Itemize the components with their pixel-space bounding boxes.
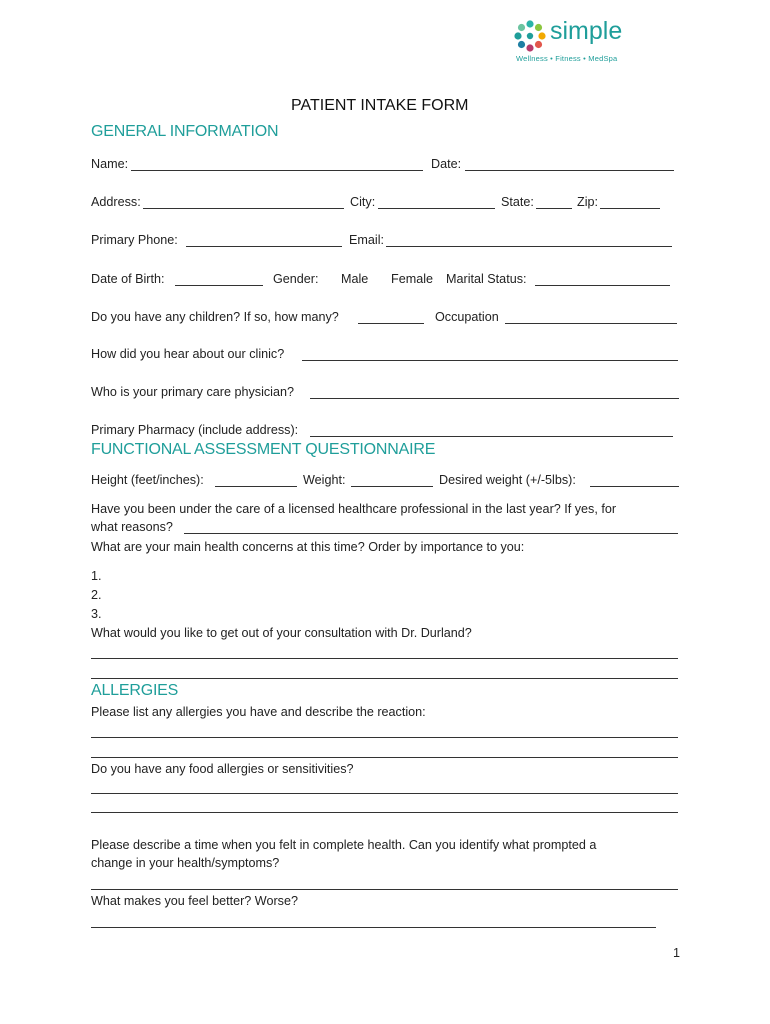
section-functional-assessment: FUNCTIONAL ASSESSMENT QUESTIONNAIRE (91, 441, 436, 458)
pharmacy-field[interactable] (310, 436, 673, 437)
occupation-field[interactable] (505, 323, 677, 324)
desired-weight-field[interactable] (590, 486, 679, 487)
concern-item-2[interactable]: 2. (91, 588, 102, 602)
city-field[interactable] (378, 208, 495, 209)
address-label: Address: (91, 195, 141, 209)
date-field[interactable] (465, 170, 674, 171)
phone-label: Primary Phone: (91, 233, 178, 247)
flower-logo-icon (514, 20, 546, 52)
weight-field[interactable] (351, 486, 433, 487)
logo (514, 16, 644, 66)
dob-label: Date of Birth: (91, 272, 165, 286)
care-question-line1: Have you been under the care of a licensed healthcare professional in the last year? If yes, for (91, 502, 617, 516)
consultation-field-1[interactable] (91, 658, 678, 659)
marital-field[interactable] (535, 285, 670, 286)
name-field[interactable] (131, 170, 423, 171)
gender-male-option[interactable]: Male (341, 272, 369, 286)
consultation-field-2[interactable] (91, 678, 678, 679)
height-label: Height (feet/inches): (91, 473, 204, 487)
state-label: State: (501, 195, 534, 209)
height-field[interactable] (215, 486, 297, 487)
name-label: Name: (91, 157, 129, 171)
concern-item-3[interactable]: 3. (91, 607, 102, 621)
zip-label: Zip: (577, 195, 598, 209)
email-field[interactable] (386, 246, 672, 247)
email-label: Email: (349, 233, 384, 247)
hear-label: How did you hear about our clinic? (91, 347, 285, 361)
city-label: City: (350, 195, 376, 209)
consultation-question: What would you like to get out of your consultation with Dr. Durland? (91, 626, 472, 640)
pharmacy-label: Primary Pharmacy (include address): (91, 423, 299, 437)
page-number: 1 (673, 946, 681, 960)
complete-health-question-line1: Please describe a time when you felt in complete health. Can you identify what prompted a (91, 838, 597, 852)
food-allergies-field-2[interactable] (91, 812, 678, 813)
complete-health-field[interactable] (91, 889, 678, 890)
food-allergies-question: Do you have any food allergies or sensitivities? (91, 762, 354, 776)
allergies-field-2[interactable] (91, 757, 678, 758)
gender-label: Gender: (273, 272, 319, 286)
care-question-line2: what reasons? (91, 520, 173, 534)
zip-field[interactable] (600, 208, 660, 209)
physician-field[interactable] (310, 398, 679, 399)
children-label: Do you have any children? If so, how many? (91, 310, 339, 324)
state-field[interactable] (536, 208, 572, 209)
marital-label: Marital Status: (446, 272, 527, 286)
feel-better-question: What makes you feel better? Worse? (91, 894, 298, 908)
gender-female-option[interactable]: Female (391, 272, 433, 286)
desired-weight-label: Desired weight (+/-5lbs): (439, 473, 576, 487)
section-general-information: GENERAL INFORMATION (91, 123, 279, 140)
date-label: Date: (431, 157, 462, 171)
weight-label: Weight: (303, 473, 346, 487)
allergies-question: Please list any allergies you have and describe the reaction: (91, 705, 426, 719)
feel-better-field[interactable] (91, 927, 656, 928)
address-field[interactable] (143, 208, 344, 209)
logo-tagline: Wellness • Fitness • MedSpa (516, 54, 618, 63)
complete-health-question-line2: change in your health/symptoms? (91, 856, 280, 870)
care-reasons-field[interactable] (184, 533, 678, 534)
phone-field[interactable] (186, 246, 342, 247)
dob-field[interactable] (175, 285, 263, 286)
logo-name: simple (550, 17, 623, 45)
children-field[interactable] (358, 323, 424, 324)
page-title: PATIENT INTAKE FORM (291, 97, 469, 114)
food-allergies-field-1[interactable] (91, 793, 678, 794)
occupation-label: Occupation (435, 310, 499, 324)
allergies-field-1[interactable] (91, 737, 678, 738)
health-concerns-label: What are your main health concerns at this time? Order by importance to you: (91, 540, 525, 554)
physician-label: Who is your primary care physician? (91, 385, 294, 399)
section-allergies: ALLERGIES (91, 682, 179, 699)
hear-field[interactable] (302, 360, 678, 361)
concern-item-1[interactable]: 1. (91, 569, 102, 583)
